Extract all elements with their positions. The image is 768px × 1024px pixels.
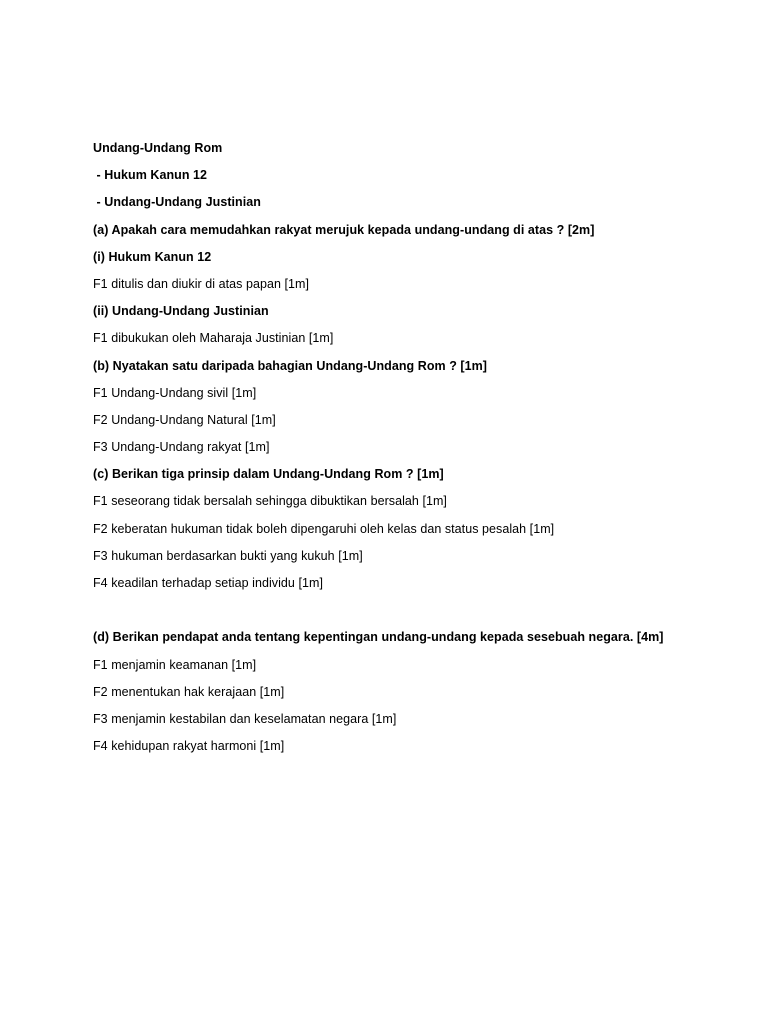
answer-item: F2 menentukan hak kerajaan [1m] bbox=[93, 684, 285, 699]
answer-item: F1 menjamin keamanan [1m] bbox=[93, 657, 257, 672]
answer-item: F2 Undang-Undang Natural [1m] bbox=[93, 412, 276, 427]
question-a-part-i-heading: (i) Hukum Kanun 12 bbox=[93, 249, 212, 264]
question-a-part-i-answer: F1 ditulis dan diukir di atas papan [1m] bbox=[93, 276, 310, 291]
answer-item: F2 keberatan hukuman tidak boleh dipengaruhi oleh kelas dan status pesalah [1m] bbox=[93, 521, 555, 536]
answer-item: F4 keadilan terhadap setiap individu [1m] bbox=[93, 576, 323, 590]
question-d: (d) Berikan pendapat anda tentang kepentingan undang-undang kepada sesebuah negara. [4m] bbox=[93, 630, 664, 645]
blank-line bbox=[93, 603, 753, 618]
answer-item: F3 Undang-Undang rakyat [1m] bbox=[93, 440, 270, 455]
answer-item: F3 menjamin kestabilan dan keselamatan negara [1m] bbox=[93, 711, 397, 726]
question-a-part-ii-answer: F1 dibukukan oleh Maharaja Justinian [1m] bbox=[93, 331, 334, 346]
document-title: Undang-Undang Rom bbox=[93, 141, 223, 155]
sublist-item-justinian: - Undang-Undang Justinian bbox=[93, 195, 261, 210]
answer-item: F1 seseorang tidak bersalah sehingga dibuktikan bersalah [1m] bbox=[93, 494, 447, 509]
answer-item: F3 hukuman berdasarkan bukti yang kukuh [1m] bbox=[93, 548, 363, 563]
document-body bbox=[93, 141, 753, 766]
answer-item: F4 kehidupan rakyat harmoni [1m] bbox=[93, 739, 285, 754]
question-a: (a) Apakah cara memudahkan rakyat merujuk kepada undang-undang di atas ? [2m] bbox=[93, 222, 595, 237]
sublist-item-hukum-kanun: - Hukum Kanun 12 bbox=[93, 168, 208, 183]
question-a-part-ii-heading: (ii) Undang-Undang Justinian bbox=[93, 304, 269, 319]
question-c: (c) Berikan tiga prinsip dalam Undang-Undang Rom ? [1m] bbox=[93, 467, 444, 482]
question-b: (b) Nyatakan satu daripada bahagian Undang-Undang Rom ? [1m] bbox=[93, 358, 488, 373]
answer-item: F1 Undang-Undang sivil [1m] bbox=[93, 385, 257, 400]
